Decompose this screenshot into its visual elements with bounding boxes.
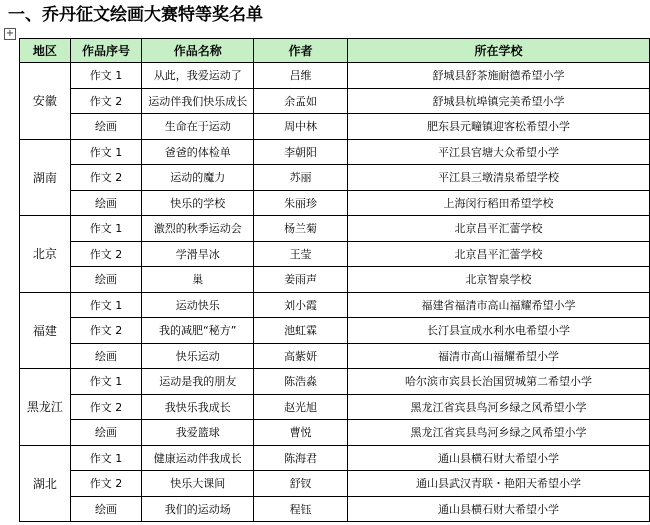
entry-name-cell: 我爱篮球	[142, 420, 254, 446]
author-cell: 池虹霖	[254, 318, 348, 344]
entry-number-cell: 作文 1	[70, 292, 142, 318]
entry-name-cell: 运动伴我们快乐成长	[142, 88, 254, 114]
table-row	[20, 63, 650, 89]
entry-name-cell: 爸爸的体检单	[142, 139, 254, 165]
entry-number-cell: 作文 2	[70, 241, 142, 267]
author-cell: 余孟如	[254, 88, 348, 114]
entry-number-cell: 绘画	[70, 496, 142, 522]
table-body	[20, 63, 650, 522]
award-table	[19, 38, 650, 522]
school-cell: 肥东县元疃镇迎客松希望小学	[348, 114, 650, 140]
author-cell: 曹悦	[254, 420, 348, 446]
school-cell: 北京智泉学校	[348, 267, 650, 293]
author-cell: 陈浩淼	[254, 369, 348, 395]
table-row	[20, 114, 650, 140]
author-cell: 高紫妍	[254, 343, 348, 369]
table-row	[20, 241, 650, 267]
entry-number-cell: 绘画	[70, 190, 142, 216]
author-cell: 朱丽珍	[254, 190, 348, 216]
table-move-handle-icon[interactable]: +	[5, 28, 15, 39]
entry-name-cell: 我们的运动场	[142, 496, 254, 522]
school-cell: 长汀县宣成水利水电希望小学	[348, 318, 650, 344]
table-row	[20, 445, 650, 471]
entry-name-cell: 生命在于运动	[142, 114, 254, 140]
entry-number-cell: 作文 2	[70, 471, 142, 497]
school-cell: 平江县官塘大众希望小学	[348, 139, 650, 165]
entry-name-cell: 运动的魔力	[142, 165, 254, 191]
table-row	[20, 292, 650, 318]
table-row	[20, 369, 650, 395]
header-entry-name: 作品名称	[142, 39, 254, 63]
region-cell: 安徽	[20, 63, 71, 140]
entry-number-cell: 绘画	[70, 420, 142, 446]
school-cell: 福清市高山福耀希望小学	[348, 343, 650, 369]
author-cell: 程钰	[254, 496, 348, 522]
school-cell: 北京昌平汇蕾学校	[348, 241, 650, 267]
entry-number-cell: 作文 1	[70, 139, 142, 165]
table-row	[20, 216, 650, 242]
author-cell: 周中林	[254, 114, 348, 140]
header-author: 作者	[254, 39, 348, 63]
school-cell: 黑龙江省宾县鸟河乡绿之风希望小学	[348, 394, 650, 420]
header-entry-number: 作品序号	[70, 39, 142, 63]
author-cell: 赵光旭	[254, 394, 348, 420]
author-cell: 姜雨声	[254, 267, 348, 293]
entry-number-cell: 作文 2	[70, 394, 142, 420]
table-row	[20, 420, 650, 446]
region-cell: 湖南	[20, 139, 71, 216]
entry-number-cell: 绘画	[70, 267, 142, 293]
author-cell: 吕维	[254, 63, 348, 89]
entry-name-cell: 运动快乐	[142, 292, 254, 318]
school-cell: 黑龙江省宾县鸟河乡绿之风希望小学	[348, 420, 650, 446]
region-cell: 黑龙江	[20, 369, 71, 446]
school-cell: 福建省福清市高山福耀希望小学	[348, 292, 650, 318]
school-cell: 上海闵行稻田希望学校	[348, 190, 650, 216]
table-row	[20, 267, 650, 293]
region-cell: 湖北	[20, 445, 71, 522]
school-cell: 平江县三墩清泉希望学校	[348, 165, 650, 191]
entry-number-cell: 作文 1	[70, 369, 142, 395]
entry-name-cell: 从此，我爱运动了	[142, 63, 254, 89]
author-cell: 李朝阳	[254, 139, 348, 165]
author-cell: 刘小霞	[254, 292, 348, 318]
table-row	[20, 88, 650, 114]
entry-name-cell: 快乐大课间	[142, 471, 254, 497]
entry-name-cell: 快乐运动	[142, 343, 254, 369]
school-cell: 通山县横石财大希望小学	[348, 445, 650, 471]
entry-name-cell: 运动是我的朋友	[142, 369, 254, 395]
document-title: 一、乔丹征文绘画大赛特等奖名单	[8, 5, 263, 25]
school-cell: 舒城县杭埠镇完美希望小学	[348, 88, 650, 114]
entry-name-cell: 我快乐我成长	[142, 394, 254, 420]
school-cell: 哈尔滨市宾县长治国贸城第二希望小学	[348, 369, 650, 395]
entry-number-cell: 作文 2	[70, 318, 142, 344]
author-cell: 杨兰菊	[254, 216, 348, 242]
entry-number-cell: 作文 1	[70, 216, 142, 242]
table-row	[20, 343, 650, 369]
author-cell: 王莹	[254, 241, 348, 267]
entry-number-cell: 绘画	[70, 114, 142, 140]
table-row	[20, 190, 650, 216]
school-cell: 通山县武汉青联・艳阳天希望小学	[348, 471, 650, 497]
entry-number-cell: 作文 2	[70, 88, 142, 114]
header-row	[20, 39, 650, 63]
entry-number-cell: 绘画	[70, 343, 142, 369]
entry-number-cell: 作文 1	[70, 63, 142, 89]
table-row	[20, 318, 650, 344]
entry-number-cell: 作文 1	[70, 445, 142, 471]
entry-name-cell: 快乐的学校	[142, 190, 254, 216]
school-cell: 舒城县舒茶施耐德希望小学	[348, 63, 650, 89]
entry-name-cell: 健康运动伴我成长	[142, 445, 254, 471]
table-row	[20, 165, 650, 191]
table-row	[20, 496, 650, 522]
table-row	[20, 471, 650, 497]
entry-name-cell: 我的减肥“秘方”	[142, 318, 254, 344]
region-cell: 北京	[20, 216, 71, 293]
header-region: 地区	[20, 39, 71, 63]
table-row	[20, 139, 650, 165]
header-school: 所在学校	[348, 39, 650, 63]
entry-number-cell: 作文 2	[70, 165, 142, 191]
school-cell: 北京昌平汇蕾学校	[348, 216, 650, 242]
author-cell: 舒钗	[254, 471, 348, 497]
table-row	[20, 394, 650, 420]
entry-name-cell: 学滑旱冰	[142, 241, 254, 267]
entry-name-cell: 激烈的秋季运动会	[142, 216, 254, 242]
entry-name-cell: 巢	[142, 267, 254, 293]
school-cell: 通山县横石财大希望小学	[348, 496, 650, 522]
author-cell: 苏丽	[254, 165, 348, 191]
region-cell: 福建	[20, 292, 71, 369]
author-cell: 陈海君	[254, 445, 348, 471]
